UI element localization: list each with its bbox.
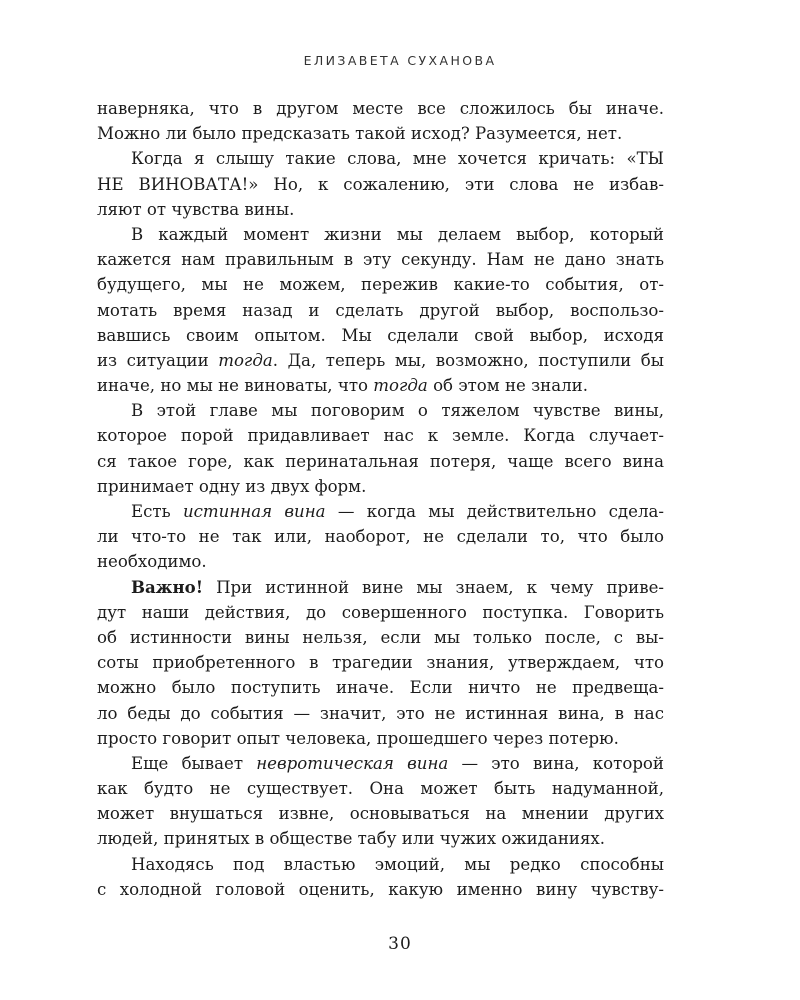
text-segment: В каждый момент жизни мы делаем выбор, который (131, 224, 664, 244)
text-line (97, 751, 664, 776)
text-segment: об истинности вины нельзя, если мы только после, с вы- (97, 627, 664, 647)
text-segment: можно было поступить иначе. Если ничто не предвеща- (97, 678, 664, 698)
running-header: ЕЛИЗАВЕТА СУХАНОВА (303, 53, 497, 68)
text-segment: как будто не существует. Она может быть надуманной, (97, 779, 664, 799)
text-line (97, 96, 664, 121)
text-segment: кажется нам правильным в эту секунду. Нам не дано знать (97, 250, 664, 270)
text-line (97, 146, 664, 171)
text-segment: об этом не знали. (427, 376, 589, 396)
text-line (97, 675, 664, 700)
page-number: 30 (388, 934, 412, 954)
text-segment: из ситуации (97, 350, 219, 370)
text-segment: . Да, теперь мы, возможно, поступили бы (272, 350, 664, 370)
text-line (97, 877, 664, 902)
text-segment: необходимо. (97, 552, 207, 572)
text-line (97, 474, 664, 499)
text-segment: принимает одну из двух форм. (97, 476, 367, 496)
text-segment: ся такое горе, как перинатальная потеря, чаще всего вина (97, 451, 664, 471)
text-line (97, 373, 664, 398)
text-line (97, 852, 664, 877)
text-line (97, 826, 664, 851)
italic-term: невротическая вина (256, 753, 449, 773)
text-segment: ли что-то не так или, наоборот, не сделали то, что было (97, 527, 664, 547)
text-segment: Когда я слышу такие слова, мне хочется кричать: «ТЫ (131, 149, 664, 169)
text-segment: иначе, но мы не виноваты, что (97, 376, 374, 396)
text-segment: будущего, мы не можем, пережив какие-то события, от- (97, 275, 664, 295)
text-segment: которое порой придавливает нас к земле. Когда случает- (97, 426, 664, 446)
bold-term: Важно! (131, 576, 204, 597)
body-text (97, 96, 664, 902)
text-segment: Находясь под властью эмоций, мы редко способны (131, 854, 664, 874)
text-line (97, 549, 664, 574)
text-segment: соты приобретенного в трагедии знания, утверждаем, что (97, 653, 664, 673)
text-segment: с холодной головой оценить, какую именно вину чувству- (97, 879, 664, 899)
italic-term: тогда (218, 350, 273, 370)
text-line (97, 625, 664, 650)
text-line (97, 801, 664, 826)
text-line (97, 272, 664, 297)
text-line (97, 323, 664, 348)
text-line (97, 172, 664, 197)
italic-term: истинная вина (182, 502, 326, 521)
text-line (97, 499, 664, 524)
text-segment: наверняка, что в другом месте все сложилось бы иначе. (97, 99, 664, 118)
text-line (97, 726, 664, 751)
text-segment: НЕ ВИНОВАТА!» Но, к сожалению, эти слова не избав- (97, 174, 664, 194)
text-line (97, 247, 664, 272)
text-line (97, 524, 664, 549)
text-segment: дут наши действия, до совершенного поступка. Говорить (97, 602, 664, 622)
text-line (97, 650, 664, 675)
text-line (97, 449, 664, 474)
text-segment: просто говорит опыт человека, прошедшего через потерю. (97, 728, 619, 748)
text-segment: Есть (131, 502, 183, 521)
text-line (97, 222, 664, 247)
text-segment: ляют от чувства вины. (97, 199, 295, 219)
text-segment: В этой главе мы поговорим о тяжелом чувстве вины, (131, 401, 664, 421)
text-segment: Еще бывает (131, 753, 257, 773)
text-line (97, 600, 664, 625)
text-segment: мотать время назад и сделать другой выбор, воспользо- (97, 300, 664, 320)
italic-term: тогда (373, 376, 428, 396)
text-segment: — это вина, которой (448, 753, 664, 773)
text-line (97, 197, 664, 222)
text-line (97, 298, 664, 323)
text-segment: вавшись своим опытом. Мы сделали свой выбор, исходя (97, 325, 664, 345)
text-line (97, 701, 664, 726)
text-line (97, 423, 664, 448)
text-segment: При истинной вине мы знаем, к чему приве- (203, 577, 664, 597)
text-line (97, 398, 664, 423)
text-segment: — когда мы действительно сдела- (325, 502, 664, 521)
text-line (97, 121, 664, 146)
text-segment: Можно ли было предсказать такой исход? Разумеется, нет. (97, 124, 623, 144)
text-segment: людей, принятых в обществе табу или чужих ожиданиях. (97, 829, 606, 849)
text-segment: ло беды до события — значит, это не истинная вина, в нас (97, 703, 664, 723)
text-line (97, 776, 664, 801)
text-line (97, 348, 664, 373)
text-line (97, 575, 664, 600)
text-segment: может внушаться извне, основываться на мнении других (97, 804, 664, 824)
